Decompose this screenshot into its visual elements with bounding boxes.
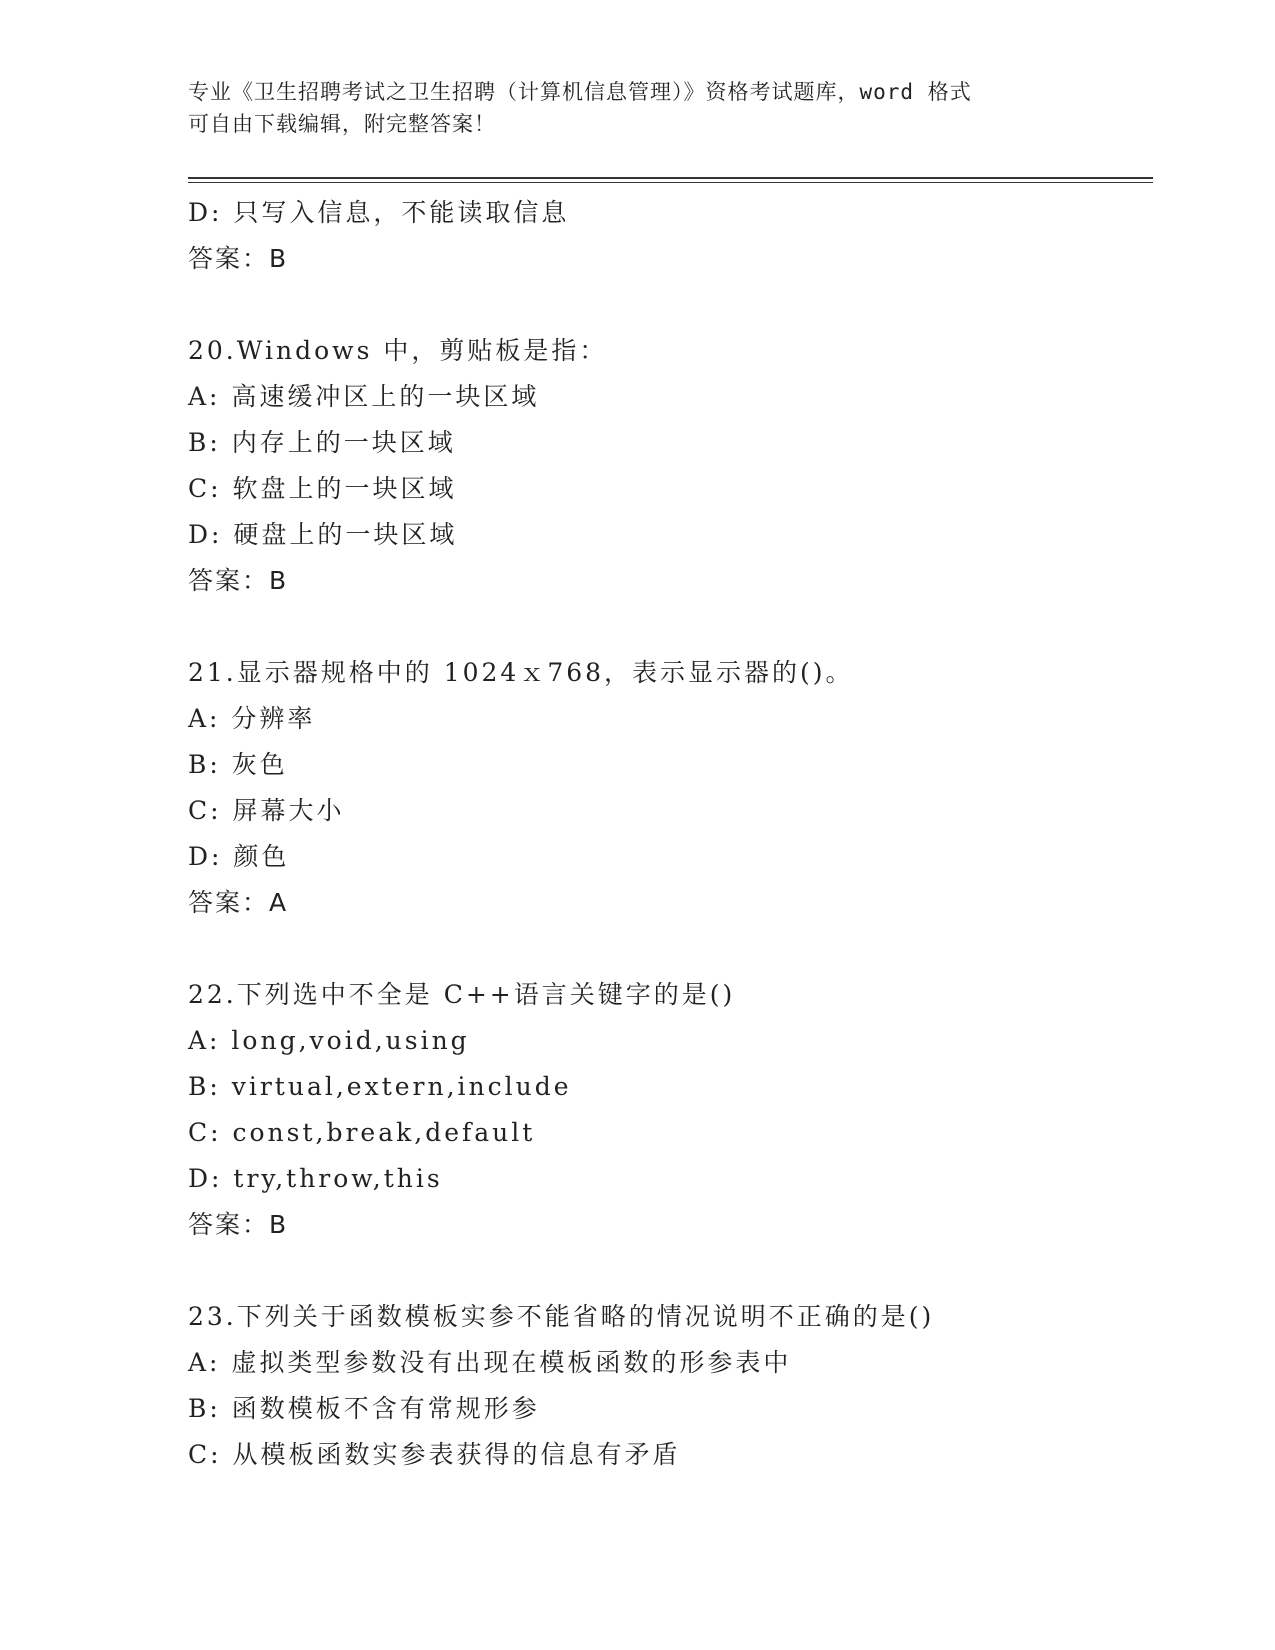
option-d: D: 只写入信息，不能读取信息 [188,198,570,227]
answer-line: 答案：B [188,1210,289,1239]
document-header [188,76,1088,140]
question-title: 21.显示器规格中的 1024ｘ768，表示显示器的()。 [188,658,854,687]
question-title: 23.下列关于函数模板实参不能省略的情况说明不正确的是() [188,1302,935,1331]
option-b: B: 灰色 [188,750,288,779]
option-d: D: try,throw,this [188,1164,443,1193]
question-20 [188,328,1148,604]
spacer [188,1248,1148,1294]
previous-question-tail [188,190,1148,282]
header-divider-thick [188,177,1153,179]
spacer [188,926,1148,972]
option-c: C: const,break,default [188,1118,536,1147]
answer-line: 答案：A [188,888,289,917]
answer-line: 答案：B [188,244,289,273]
option-b: B: 内存上的一块区域 [188,428,456,457]
question-21 [188,650,1148,926]
header-divider-thin [188,182,1153,183]
option-b: B: 函数模板不含有常规形参 [188,1394,540,1423]
option-c: C: 屏幕大小 [188,796,345,825]
question-23 [188,1294,1148,1478]
question-22 [188,972,1148,1248]
question-list [188,190,1148,1478]
option-b: B: virtual,extern,include [188,1072,572,1101]
question-title: 22.下列选中不全是 C++语言关键字的是() [188,980,736,1009]
header-line-2: 可自由下载编辑，附完整答案！ [188,112,496,136]
option-a: A: long,void,using [188,1026,470,1055]
question-title: 20.Windows 中，剪贴板是指： [188,336,608,365]
option-a: A: 高速缓冲区上的一块区域 [188,382,540,411]
option-c: C: 从模板函数实参表获得的信息有矛盾 [188,1440,681,1469]
answer-line: 答案：B [188,566,289,595]
option-c: C: 软盘上的一块区域 [188,474,457,503]
option-a: A: 分辨率 [188,704,316,733]
spacer [188,282,1148,328]
option-d: D: 硬盘上的一块区域 [188,520,458,549]
header-line-1: 专业《卫生招聘考试之卫生招聘（计算机信息管理）》资格考试题库，word 格式 [188,80,972,104]
spacer [188,604,1148,650]
option-a: A: 虚拟类型参数没有出现在模板函数的形参表中 [188,1348,792,1377]
option-d: D: 颜色 [188,842,290,871]
